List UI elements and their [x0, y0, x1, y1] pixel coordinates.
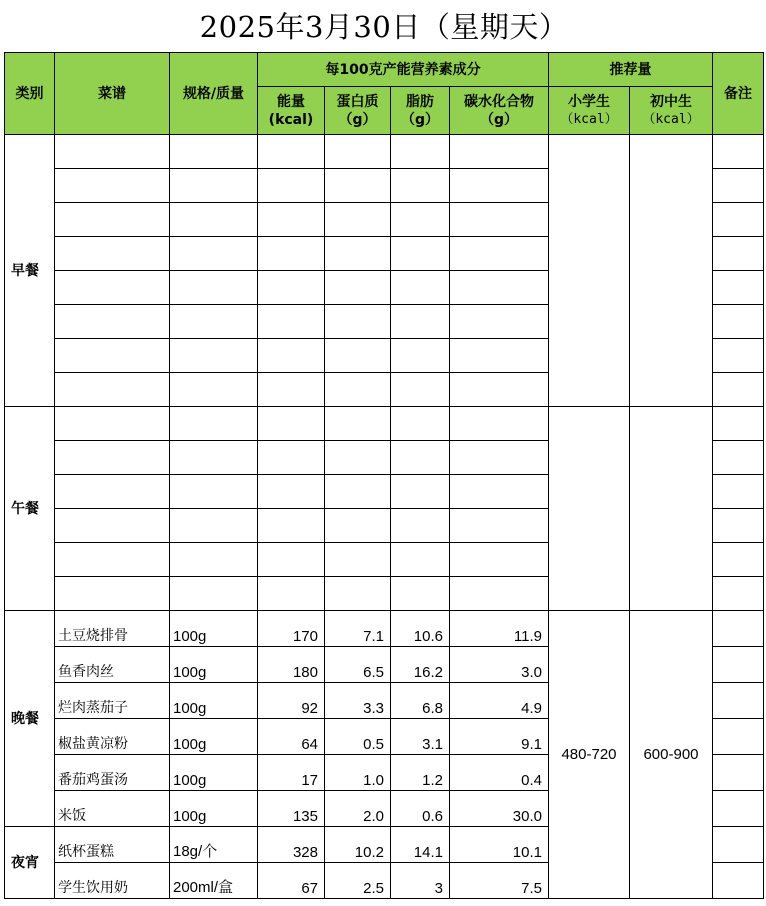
- empty-cell[interactable]: [325, 509, 391, 543]
- empty-cell[interactable]: [170, 169, 258, 203]
- notes-cell[interactable]: [713, 647, 764, 683]
- empty-cell[interactable]: [391, 441, 450, 475]
- recommend-junior-breakfast[interactable]: [630, 135, 713, 407]
- recommend-primary-lunch[interactable]: [549, 407, 630, 611]
- notes-cell[interactable]: [713, 203, 764, 237]
- empty-cell[interactable]: [450, 475, 549, 509]
- empty-cell[interactable]: [391, 407, 450, 441]
- energy-cell[interactable]: 328: [258, 827, 325, 863]
- header-spec[interactable]: 规格/质量: [170, 53, 258, 135]
- spec-cell[interactable]: 100g: [170, 791, 258, 827]
- fat-cell[interactable]: 6.8: [391, 683, 450, 719]
- empty-cell[interactable]: [391, 305, 450, 339]
- empty-cell[interactable]: [170, 135, 258, 169]
- empty-cell[interactable]: [170, 407, 258, 441]
- empty-cell[interactable]: [170, 339, 258, 373]
- meal-label-lunch[interactable]: 午餐: [5, 407, 55, 611]
- notes-cell[interactable]: [713, 755, 764, 791]
- empty-cell[interactable]: [450, 339, 549, 373]
- empty-cell[interactable]: [450, 577, 549, 611]
- empty-cell[interactable]: [325, 543, 391, 577]
- empty-cell[interactable]: [391, 509, 450, 543]
- empty-cell[interactable]: [170, 237, 258, 271]
- notes-cell[interactable]: [713, 827, 764, 863]
- notes-cell[interactable]: [713, 271, 764, 305]
- carbs-cell[interactable]: 30.0: [450, 791, 549, 827]
- empty-cell[interactable]: [325, 135, 391, 169]
- carbs-cell[interactable]: 0.4: [450, 755, 549, 791]
- carbs-cell[interactable]: 4.9: [450, 683, 549, 719]
- table-row: [5, 135, 764, 169]
- empty-cell[interactable]: [391, 543, 450, 577]
- empty-cell[interactable]: [325, 339, 391, 373]
- empty-cell[interactable]: [450, 543, 549, 577]
- dish-cell[interactable]: 椒盐黄凉粉: [55, 719, 170, 755]
- empty-cell[interactable]: [170, 305, 258, 339]
- empty-cell[interactable]: [391, 475, 450, 509]
- energy-cell[interactable]: 92: [258, 683, 325, 719]
- empty-cell[interactable]: [170, 203, 258, 237]
- empty-cell[interactable]: [55, 237, 170, 271]
- dish-cell[interactable]: 土豆烧排骨: [55, 611, 170, 647]
- notes-cell[interactable]: [713, 407, 764, 441]
- header-primary[interactable]: 小学生 （kcal）: [549, 87, 630, 135]
- carbs-cell[interactable]: 9.1: [450, 719, 549, 755]
- empty-cell[interactable]: [55, 339, 170, 373]
- empty-cell[interactable]: [325, 407, 391, 441]
- fat-cell[interactable]: 14.1: [391, 827, 450, 863]
- empty-cell[interactable]: [391, 577, 450, 611]
- protein-cell[interactable]: 7.1: [325, 611, 391, 647]
- energy-cell[interactable]: 17: [258, 755, 325, 791]
- spec-cell[interactable]: 100g: [170, 647, 258, 683]
- spec-cell[interactable]: 200ml/盒: [170, 863, 258, 899]
- empty-cell[interactable]: [55, 169, 170, 203]
- menu-table: [4, 52, 764, 899]
- empty-cell[interactable]: [450, 509, 549, 543]
- empty-cell[interactable]: [55, 509, 170, 543]
- notes-cell[interactable]: [713, 863, 764, 899]
- dish-cell[interactable]: 烂肉蒸茄子: [55, 683, 170, 719]
- carbs-cell[interactable]: 7.5: [450, 863, 549, 899]
- empty-cell[interactable]: [450, 237, 549, 271]
- empty-cell[interactable]: [55, 543, 170, 577]
- header-energy[interactable]: 能量 (kcal): [258, 87, 325, 135]
- empty-cell[interactable]: [325, 237, 391, 271]
- header-nutrition-group[interactable]: 每100克产能营养素成分: [258, 53, 549, 87]
- fat-cell[interactable]: 3: [391, 863, 450, 899]
- empty-cell[interactable]: [325, 475, 391, 509]
- energy-cell[interactable]: 180: [258, 647, 325, 683]
- empty-cell[interactable]: [258, 577, 325, 611]
- empty-cell[interactable]: [170, 543, 258, 577]
- empty-cell[interactable]: [450, 441, 549, 475]
- header-protein[interactable]: 蛋白质 （g）: [325, 87, 391, 135]
- protein-cell[interactable]: 2.0: [325, 791, 391, 827]
- header-dish[interactable]: 菜谱: [55, 53, 170, 135]
- carbs-cell[interactable]: 10.1: [450, 827, 549, 863]
- empty-cell[interactable]: [170, 475, 258, 509]
- protein-cell[interactable]: 0.5: [325, 719, 391, 755]
- empty-cell[interactable]: [258, 203, 325, 237]
- protein-cell[interactable]: 2.5: [325, 863, 391, 899]
- empty-cell[interactable]: [258, 271, 325, 305]
- empty-cell[interactable]: [450, 305, 549, 339]
- notes-cell[interactable]: [713, 135, 764, 169]
- dish-cell[interactable]: 纸杯蛋糕: [55, 827, 170, 863]
- empty-cell[interactable]: [170, 441, 258, 475]
- dish-cell[interactable]: 番茄鸡蛋汤: [55, 755, 170, 791]
- empty-cell[interactable]: [258, 441, 325, 475]
- table-body: [5, 53, 764, 899]
- empty-cell[interactable]: [391, 203, 450, 237]
- empty-cell[interactable]: [258, 169, 325, 203]
- meal-label-breakfast[interactable]: 早餐: [5, 135, 55, 407]
- empty-cell[interactable]: [391, 271, 450, 305]
- notes-cell[interactable]: [713, 305, 764, 339]
- header-fat[interactable]: 脂肪 （g）: [391, 87, 450, 135]
- energy-cell[interactable]: 135: [258, 791, 325, 827]
- empty-cell[interactable]: [55, 577, 170, 611]
- empty-cell[interactable]: [391, 373, 450, 407]
- table-row: [5, 407, 764, 441]
- protein-cell[interactable]: 3.3: [325, 683, 391, 719]
- fat-cell[interactable]: 10.6: [391, 611, 450, 647]
- empty-cell[interactable]: [258, 543, 325, 577]
- recommend-junior-lunch[interactable]: [630, 407, 713, 611]
- header-carbs[interactable]: 碳水化合物 （g）: [450, 87, 549, 135]
- empty-cell[interactable]: [325, 271, 391, 305]
- notes-cell[interactable]: [713, 611, 764, 647]
- spec-cell[interactable]: 18g/个: [170, 827, 258, 863]
- meal-label-night[interactable]: 夜宵: [5, 827, 55, 899]
- carbs-cell[interactable]: 3.0: [450, 647, 549, 683]
- empty-cell[interactable]: [170, 509, 258, 543]
- dish-cell[interactable]: 鱼香肉丝: [55, 647, 170, 683]
- empty-cell[interactable]: [325, 169, 391, 203]
- sheet-title: 2025年3月30日（星期天）: [199, 9, 569, 44]
- protein-cell[interactable]: 1.0: [325, 755, 391, 791]
- empty-cell[interactable]: [391, 169, 450, 203]
- notes-cell[interactable]: [713, 475, 764, 509]
- empty-cell[interactable]: [55, 305, 170, 339]
- notes-cell[interactable]: [713, 169, 764, 203]
- fat-cell[interactable]: 3.1: [391, 719, 450, 755]
- spec-cell[interactable]: 100g: [170, 719, 258, 755]
- spec-cell[interactable]: 100g: [170, 683, 258, 719]
- empty-cell[interactable]: [55, 407, 170, 441]
- empty-cell[interactable]: [450, 373, 549, 407]
- header-row-1: [5, 53, 764, 87]
- empty-cell[interactable]: [258, 407, 325, 441]
- empty-cell[interactable]: [55, 271, 170, 305]
- dish-cell[interactable]: 米饭: [55, 791, 170, 827]
- notes-cell[interactable]: [713, 683, 764, 719]
- empty-cell[interactable]: [55, 135, 170, 169]
- protein-cell[interactable]: 10.2: [325, 827, 391, 863]
- notes-cell[interactable]: [713, 237, 764, 271]
- empty-cell[interactable]: [55, 373, 170, 407]
- empty-cell[interactable]: [55, 475, 170, 509]
- header-junior[interactable]: 初中生 （kcal）: [630, 87, 713, 135]
- empty-cell[interactable]: [258, 305, 325, 339]
- header-recommend-group[interactable]: 推荐量: [549, 53, 713, 87]
- notes-cell[interactable]: [713, 339, 764, 373]
- empty-cell[interactable]: [325, 203, 391, 237]
- empty-cell[interactable]: [170, 373, 258, 407]
- empty-cell[interactable]: [258, 475, 325, 509]
- empty-cell[interactable]: [450, 169, 549, 203]
- protein-cell[interactable]: 6.5: [325, 647, 391, 683]
- empty-cell[interactable]: [170, 577, 258, 611]
- empty-cell[interactable]: [450, 135, 549, 169]
- empty-cell[interactable]: [391, 339, 450, 373]
- meal-label-dinner[interactable]: 晚餐: [5, 611, 55, 827]
- fat-cell[interactable]: 0.6: [391, 791, 450, 827]
- empty-cell[interactable]: [450, 407, 549, 441]
- spec-cell[interactable]: 100g: [170, 611, 258, 647]
- fat-cell[interactable]: 1.2: [391, 755, 450, 791]
- empty-cell[interactable]: [258, 509, 325, 543]
- recommend-primary-breakfast[interactable]: [549, 135, 630, 407]
- energy-cell[interactable]: 67: [258, 863, 325, 899]
- energy-cell[interactable]: 64: [258, 719, 325, 755]
- fat-cell[interactable]: 16.2: [391, 647, 450, 683]
- notes-cell[interactable]: [713, 791, 764, 827]
- notes-cell[interactable]: [713, 577, 764, 611]
- recommend-primary-dinner[interactable]: 480-720: [549, 611, 630, 899]
- table-row: [5, 611, 764, 647]
- empty-cell[interactable]: [450, 203, 549, 237]
- notes-cell[interactable]: [713, 373, 764, 407]
- empty-cell[interactable]: [258, 339, 325, 373]
- notes-cell[interactable]: [713, 509, 764, 543]
- notes-cell[interactable]: [713, 719, 764, 755]
- empty-cell[interactable]: [450, 271, 549, 305]
- carbs-cell[interactable]: 11.9: [450, 611, 549, 647]
- header-category[interactable]: 类别: [5, 53, 55, 135]
- header-notes[interactable]: 备注: [713, 53, 764, 135]
- recommend-junior-dinner[interactable]: 600-900: [630, 611, 713, 899]
- empty-cell[interactable]: [325, 441, 391, 475]
- empty-cell[interactable]: [325, 305, 391, 339]
- spec-cell[interactable]: 100g: [170, 755, 258, 791]
- dish-cell[interactable]: 学生饮用奶: [55, 863, 170, 899]
- empty-cell[interactable]: [325, 373, 391, 407]
- empty-cell[interactable]: [258, 373, 325, 407]
- energy-cell[interactable]: 170: [258, 611, 325, 647]
- notes-cell[interactable]: [713, 543, 764, 577]
- empty-cell[interactable]: [55, 203, 170, 237]
- empty-cell[interactable]: [391, 237, 450, 271]
- empty-cell[interactable]: [55, 441, 170, 475]
- empty-cell[interactable]: [391, 135, 450, 169]
- empty-cell[interactable]: [170, 271, 258, 305]
- notes-cell[interactable]: [713, 441, 764, 475]
- empty-cell[interactable]: [325, 577, 391, 611]
- empty-cell[interactable]: [258, 135, 325, 169]
- empty-cell[interactable]: [258, 237, 325, 271]
